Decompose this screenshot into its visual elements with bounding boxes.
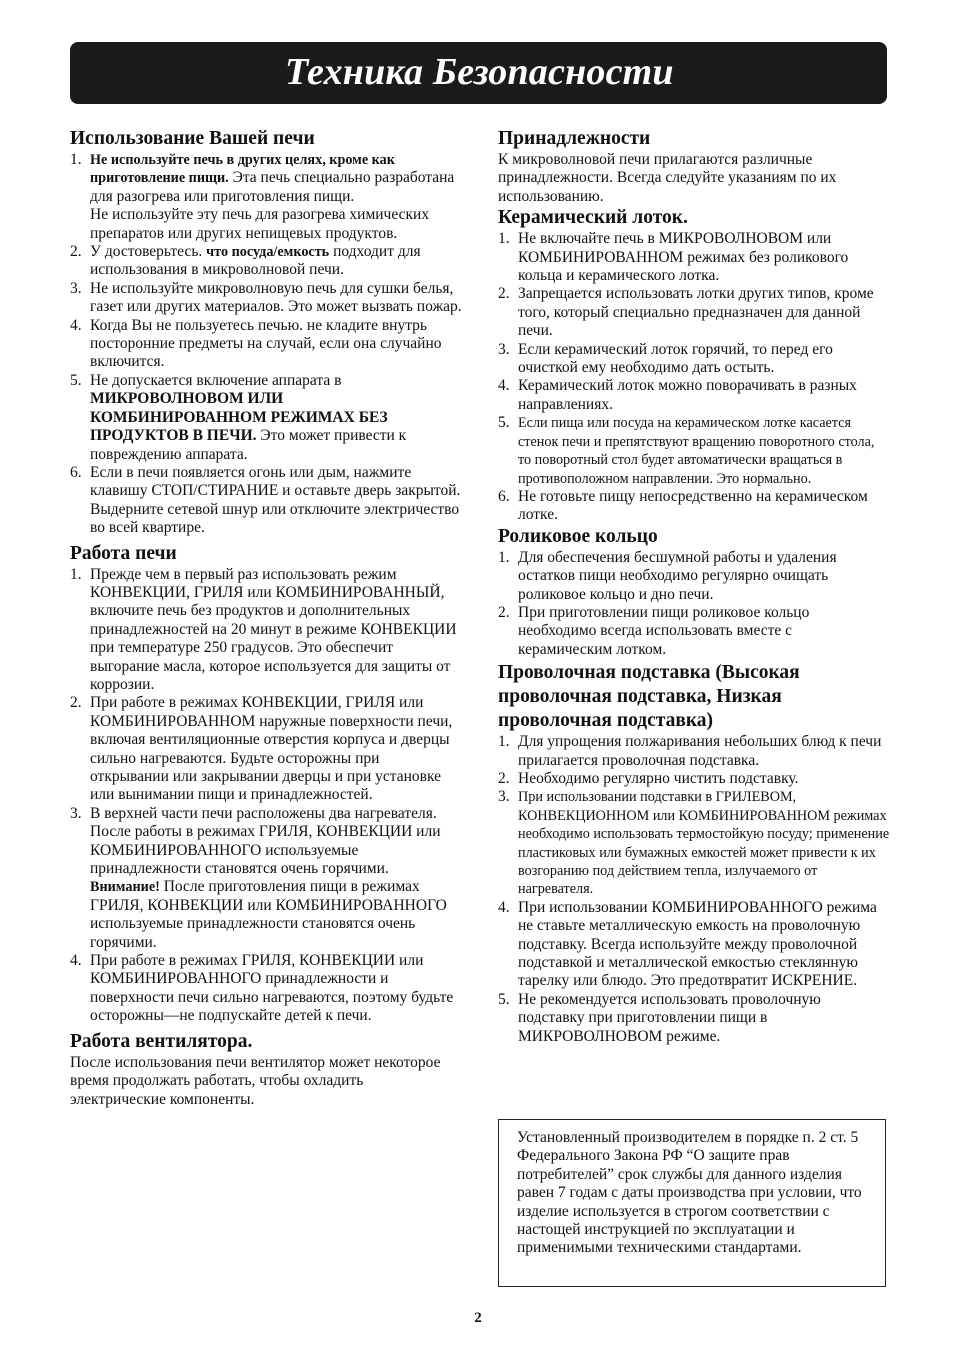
item-text: Если в печи появляется огонь или дым, нажмите клавишу СТОП/СТИРАНИЕ и оставьте дверь закрытой. Выдерните сетевой шнур или отключите электричество во всей квартире.	[90, 463, 461, 537]
section-usage	[70, 127, 462, 538]
item-number: 1.	[498, 230, 510, 248]
list-item	[70, 372, 462, 464]
item-extra-text: Не используйте эту печь для разогрева химических препаратов или других непищевых продуктов.	[90, 206, 430, 242]
section-heading: Роликовое кольцо	[498, 525, 658, 547]
ring-list	[498, 549, 890, 659]
item-number: 2.	[70, 694, 82, 712]
service-life-notice: Установленный производителем в порядке п. 2 ст. 5 Федерального Закона РФ “О защите прав потребителей” срок службы для данного изделия равен 7 годам с даты производства при условии, что изделие используется в строгом соответствии с настощей инструкцией по эксплуатации и применимыми техническими стандартами.	[498, 1119, 886, 1287]
item-number: 6.	[498, 487, 510, 505]
list-item	[498, 604, 890, 659]
list-item	[70, 317, 462, 372]
section-heading: Принадлежности	[498, 128, 651, 149]
list-item	[70, 694, 462, 804]
list-item	[498, 488, 890, 525]
item-text: Если керамический лоток горячий, то перед его очисткой ему необходимо дать остыть.	[518, 340, 833, 377]
item-text: Если пища или посуда на керамическом лотке касается стенок печи и препятствуют вращению поворотного стола, то поворотный стол будет автоматически вращаться в противоположном направлении. Это нормально.	[518, 415, 875, 487]
item-text: Когда Вы не пользуетесь печью. не кладите внутрь посторонние предметы на случай, если она случайно включится.	[90, 316, 442, 371]
usage-list	[70, 151, 462, 538]
item-text: Не готовьте пищу непосредственно на керамическом лотке.	[518, 487, 868, 524]
list-item	[70, 151, 462, 243]
item-number: 4.	[70, 316, 82, 334]
item-number: 4.	[70, 952, 82, 970]
warning-label: Внимание!	[90, 879, 160, 896]
item-text: Прежде чем в первый раз использовать режим КОНВЕКЦИИ, ГРИЛЯ или КОМБИНИРОВАННЫЙ, включите печь без продуктов и дополнительных принадлежностей на 20 минут в режиме КОНВЕКЦИИ при температуре 250 градусов. Это обеспечит выгорание масла, которое используется для защиты от коррозии.	[90, 565, 457, 693]
section-text: После использования печи вентилятор может некоторое время продолжать работать, чтобы охладить электрические компоненты.	[70, 1053, 441, 1108]
item-number: 4.	[498, 898, 510, 916]
section-heading: Проволочная подставка (Высокая проволочная подставка, Низкая проволочная подставка)	[498, 662, 800, 732]
section-accessories	[498, 127, 890, 206]
section-fan	[70, 1030, 462, 1109]
item-number: 2.	[70, 243, 82, 261]
section-operation	[70, 542, 462, 1026]
item-text: Эта печь специально разработана для разогрева или приготовления пищи.	[90, 169, 455, 205]
section-heading: Керамический лоток.	[498, 207, 688, 229]
item-text: Не рекомендуется использовать проволочную подставку при приготовлении пищи в МИКРОВОЛНОВОМ режиме.	[518, 990, 821, 1045]
item-number: 3.	[498, 788, 510, 806]
section-heading: Работа печи	[70, 542, 177, 564]
item-number: 4.	[498, 377, 510, 395]
list-item	[70, 566, 462, 695]
right-column	[498, 127, 890, 1046]
item-bold-text: что посуда/емкость	[206, 244, 330, 261]
item-text: Для упрощения полжаривания небольших блюд к печи прилагается проволочная подставка.	[518, 733, 882, 769]
list-item	[70, 952, 462, 1026]
left-column	[70, 127, 462, 1113]
item-number: 2.	[498, 769, 510, 787]
list-item	[498, 285, 890, 340]
list-item	[498, 770, 890, 788]
item-bold-text: Не используйте печь в других целях, кроме как приготовление пищи.	[90, 152, 395, 187]
item-number: 1.	[498, 548, 510, 566]
list-item	[70, 280, 462, 317]
section-ceramic-tray	[498, 206, 890, 525]
item-text: После приготовления пищи в режимах ГРИЛЯ, КОНВЕКЦИИ или КОМБИНИРОВАННОГО используемые принадлежности становятся очень горячими.	[90, 878, 447, 951]
item-number: 1.	[70, 565, 82, 583]
section-text: К микроволновой печи прилагаются различные принадлежности. Всегда следуйте указаниям по их использованию.	[498, 151, 837, 205]
item-text: Не включайте печь в МИКРОВОЛНОВОМ или КОМБИНИРОВАННОМ режимах без роликового кольца и керамического лотка.	[518, 230, 849, 285]
list-item	[498, 899, 890, 991]
section-wire-rack	[498, 661, 890, 1046]
item-text: Это может привести к повреждению аппарата.	[90, 427, 407, 463]
list-item	[498, 991, 890, 1046]
item-text: Не используйте микроволновую печь для сушки белья, газет или других материалов. Это может вызвать пожар.	[90, 279, 462, 316]
item-number: 6.	[70, 463, 82, 481]
item-text: Не допускается включение аппарата в	[90, 371, 342, 389]
title-banner	[70, 42, 887, 104]
rack-list	[498, 733, 890, 1046]
list-item	[70, 464, 462, 538]
list-item	[70, 243, 462, 280]
item-number: 1.	[498, 733, 510, 751]
list-item	[498, 414, 890, 488]
list-item	[498, 341, 890, 378]
operation-list	[70, 566, 462, 1026]
item-number: 2.	[498, 285, 510, 303]
section-heading: Работа вентилятора.	[70, 1030, 253, 1052]
item-number: 3.	[70, 279, 82, 297]
item-text: При использовании подставки в ГРИЛЕВОМ, КОНВЕКЦИОННОМ или КОМБИНИРОВАННОМ режимах необходимо использовать термостойкую посуду; применение пластиковых или бумажных емкостей может привести к их возгоранию под действием тепла, излучаемого от нагревателя.	[518, 789, 890, 898]
item-number: 5.	[498, 990, 510, 1008]
page-number: 2	[474, 1310, 482, 1326]
list-item	[498, 230, 890, 285]
item-number: 2.	[498, 603, 510, 621]
item-text: При приготовлении пищи роликовое кольцо необходимо всегда использовать вместе с керамическим лотком.	[518, 603, 810, 658]
list-item	[498, 733, 890, 770]
item-text: При работе в режимах КОНВЕКЦИИ, ГРИЛЯ или КОМБИНИРОВАННОМ наружные поверхности печи, включая вентиляционные отверстия корпуса и дверцы сильно нагреваются. Будьте осторожны при открывании или закрывании дверцы и при установке или вынимании пищи и принадлежностей.	[90, 694, 453, 804]
item-number: 5.	[498, 414, 510, 432]
item-number: 5.	[70, 371, 82, 389]
item-text: При работе в режимах ГРИЛЯ, КОНВЕКЦИИ или КОМБИНИРОВАННОГО принадлежности и поверхности печи сильно нагреваются, поэтому будьте осторожны—не подпускайте детей к печи.	[90, 952, 454, 1025]
section-heading: Использование Вашей печи	[70, 128, 315, 149]
item-number: 3.	[70, 804, 82, 822]
item-text: Для обеспечения бесшумной работы и удаления остатков пищи необходимо регулярно очищать роликовое кольцо и дно печи.	[518, 548, 837, 603]
item-text: При использовании КОМБИНИРОВАННОГО режима не ставьте металлическую емкость на проволочную подставку. Всегда используйте между проволочной подставкой и металлической емкостью стеклянную тарелку или блюдо. Это предотвратит ИСКРЕНИЕ.	[518, 898, 877, 990]
page-title: Техника Безопасности	[285, 51, 674, 93]
item-text: подходит для использования в микроволновой печи.	[90, 243, 421, 279]
list-item	[498, 549, 890, 604]
item-number: 1.	[70, 151, 82, 168]
list-item	[498, 377, 890, 414]
item-text: В верхней части печи расположены два нагревателя. После работы в режимах ГРИЛЯ, КОНВЕКЦИИ или КОМБИНИРОВАННОГО используемые принадлежности становятся очень горячими.	[90, 804, 441, 878]
ceramic-list	[498, 230, 890, 525]
list-item	[498, 788, 890, 898]
item-text: Керамический лоток можно поворачивать в разных направлениях.	[518, 377, 857, 413]
item-number: 3.	[498, 340, 510, 358]
item-text: Запрещается использовать лотки других типов, кроме того, который специально предназначен для данной печи.	[518, 285, 874, 340]
section-roller-ring	[498, 525, 890, 659]
item-bold-text: МИКРОВОЛНОВОМ ИЛИ КОМБИНИРОВАННОМ РЕЖИМАХ БЕЗ ПРОДУКТОВ В ПЕЧИ.	[90, 390, 388, 445]
item-text: Необходимо регулярно чистить подставку.	[518, 769, 799, 787]
item-text: У достоверьтесь.	[90, 243, 207, 261]
list-item	[70, 805, 462, 952]
